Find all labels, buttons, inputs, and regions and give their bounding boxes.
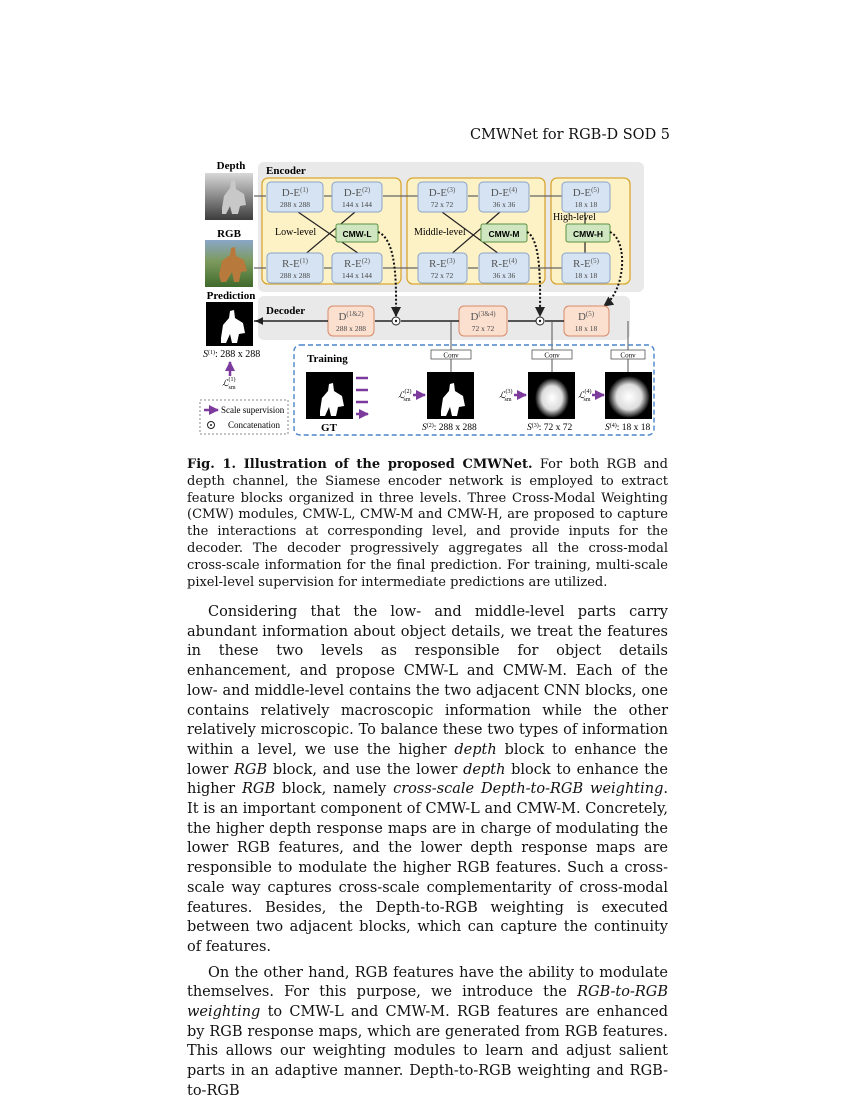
output-s4-caption: $S^{(4)}$: 18 x 18 [605, 423, 651, 433]
decoder-block-3-4 [459, 306, 507, 336]
emphasis-text: cross-scale Depth-to-RGB weighting [393, 781, 664, 798]
svg-text:Conv: Conv [620, 351, 636, 360]
svg-text:ℒ(4)sm: ℒ$^{(4)}$ sm [578, 389, 592, 403]
text-run: block to enhance the lower [187, 741, 668, 778]
svg-text:D(3&4): $D^{(3\&4)}$ [470, 310, 496, 323]
output-s3-caption: $S^{(3)}$: 72 x 72 [527, 423, 573, 433]
svg-text:72 x 72: 72 x 72 [430, 200, 454, 209]
text-run: block, namely [275, 781, 394, 798]
text-run: On the other hand, RGB features have the ability to modulate themselves. For this purpose, we introduce the [187, 964, 668, 1001]
svg-text:R-E(4): $R-E^{(4)}$ [491, 257, 517, 270]
caption-text: For both RGB and depth channel, the Siamese encoder network is employed to extract feature blocks organized in three levels. Three Cross-Modal Weighting (CMW) modules, CMW-L, CMW-M and CMW-H, are proposed to capture the interactions at corresponding level, and provide inputs for the decoder. The decoder progressively aggregates all the cross-modal cross-scale information for the final prediction. For training, multi-scale pixel-level supervision for intermediate predictions are utilized. [187, 457, 668, 590]
svg-text:CMW-M: CMW-M [488, 229, 520, 239]
middle-level-label: Middle-level [414, 227, 466, 238]
text-run: Considering that the low- and middle-level parts carry abundant information about object details, we treat the features in these two levels as responsible for object details enhancement, and propose CMW-L and CMW-M. Each of the low- and middle-level contains the two adjacent CNN blocks, one contains relatively macroscopic information while the other relatively microscopic. To balance these two types of information within a level, we use the higher [187, 604, 668, 758]
text-run: to CMW-L and CMW-M. RGB features are enhanced by RGB response maps, which are generated from RGB features. This allows our weighting modules to learn and adjust salient parts in an adaptive manner. Depth-to-RGB weighting and RGB-to-RGB [187, 1004, 668, 1099]
svg-text:288 x 288: 288 x 288 [336, 324, 366, 333]
decoder-block-5 [564, 306, 609, 336]
depth-block-5 [562, 182, 610, 212]
low-level-label: Low-level [275, 227, 317, 238]
high-level-label: High-level [553, 212, 596, 223]
depth-block-3 [418, 182, 467, 212]
output-s4-image [605, 372, 652, 419]
paragraph-1 [187, 603, 668, 958]
svg-text:D-E(4): $D-E^{(4)}$ [490, 186, 518, 199]
prediction-caption: $S^{(1)}$: 288 x 288 [203, 349, 261, 360]
svg-text:36 x 36: 36 x 36 [492, 200, 516, 209]
legend-scale-supervision: Scale supervision [221, 405, 285, 415]
output-s2-image [427, 372, 474, 419]
svg-text:288 x 288: 288 x 288 [280, 200, 310, 209]
concat-node-1 [392, 317, 400, 325]
rgb-input-image [205, 240, 253, 287]
conv-box-1 [431, 350, 471, 360]
cmw-l-module [336, 224, 378, 242]
cmw-h-module [566, 224, 610, 242]
depth-input-image [205, 173, 253, 220]
svg-text:R-E(1): $R-E^{(1)}$ [282, 257, 308, 270]
concat-node-2 [536, 317, 544, 325]
svg-text:D(5): $D^{(5)}$ [577, 310, 595, 323]
emphasis-text: RGB [242, 781, 276, 798]
prediction-image [206, 302, 253, 346]
paragraph-2 [187, 964, 668, 1102]
svg-text:36 x 36: 36 x 36 [492, 271, 516, 280]
svg-text:D-E(5): $D-E^{(5)}$ [572, 186, 600, 199]
figure-caption [187, 457, 668, 591]
emphasis-text: depth [463, 761, 506, 778]
caption-label: Fig. 1. Illustration of the proposed CMWNet. [187, 457, 533, 472]
depth-block-4 [479, 182, 529, 212]
emphasis-text: RGB-to-RGB weighting [187, 984, 668, 1021]
architecture-figure [0, 0, 850, 450]
svg-text:72 x 72: 72 x 72 [430, 271, 454, 280]
decoder-label: Decoder [266, 305, 306, 317]
conv-box-3 [611, 350, 645, 360]
text-run: block, and use the lower [267, 761, 464, 778]
cmw-m-module [481, 224, 527, 242]
rgb-block-4 [479, 253, 529, 283]
output-s2-caption: $S^{(2)}$: 288 x 288 [422, 423, 477, 433]
svg-text:144 x 144: 144 x 144 [342, 271, 372, 280]
svg-text:R-E(2): $R-E^{(2)}$ [344, 257, 370, 270]
svg-text:R-E(3): $R-E^{(3)}$ [429, 257, 455, 270]
output-loss-2 [398, 388, 425, 403]
svg-text:ℒ(2)sm: ℒ$^{(2)}$ sm [398, 389, 412, 403]
legend-concatenation: Concatenation [228, 420, 280, 430]
legend [200, 400, 288, 434]
depth-block-2 [332, 182, 382, 212]
depth-input-label: Depth [216, 160, 246, 172]
svg-text:18 x 18: 18 x 18 [574, 271, 598, 280]
svg-text:D(1&2): $D^{(1\&2)}$ [338, 310, 364, 323]
emphasis-text: RGB [233, 761, 268, 778]
rgb-block-5 [562, 253, 610, 283]
depth-block-1 [267, 182, 323, 212]
svg-text:CMW-L: CMW-L [342, 229, 372, 239]
svg-text:D-E(2): $D-E^{(2)}$ [343, 186, 371, 199]
svg-text:D-E(3): $D-E^{(3)}$ [428, 186, 456, 199]
svg-text:144 x 144: 144 x 144 [342, 200, 372, 209]
prediction-label: Prediction [206, 290, 256, 302]
text-run: block to enhance the higher [187, 761, 669, 798]
svg-text:ℒ(3)sm: ℒ$^{(3)}$ sm [499, 389, 513, 403]
svg-text:18 x 18: 18 x 18 [574, 200, 598, 209]
text-run: . It is an important component of CMW-L and CMW-M. Concretely, the higher depth response maps are in charge of modulating the lower RGB features, and the lower depth response maps are responsible to modulate the higher RGB features. Such a cross-scale way captures cross-scale complementarity of cross-modal features. Besides, the Depth-to-RGB weighting is executed between two adjacent blocks, which can capture the continuity of features. [187, 781, 668, 955]
rgb-block-2 [332, 253, 382, 283]
rgb-input-label: RGB [217, 228, 241, 240]
encoder-label: Encoder [266, 165, 306, 177]
gt-label: GT [321, 422, 337, 434]
svg-text:Conv: Conv [544, 351, 560, 360]
rgb-block-1 [267, 253, 323, 283]
page-number: 5 [660, 127, 670, 143]
rgb-block-3 [418, 253, 467, 283]
svg-text:Conv: Conv [443, 351, 459, 360]
conv-box-2 [532, 350, 572, 360]
svg-text:R-E(5): $R-E^{(5)}$ [573, 257, 599, 270]
svg-text:288 x 288: 288 x 288 [280, 271, 310, 280]
decoder-block-1-2 [328, 306, 374, 336]
gt-supervision-arrows [356, 378, 368, 414]
output-loss-4 [578, 388, 604, 403]
svg-text:D-E(1): $D-E^{(1)}$ [281, 186, 309, 199]
prediction-loss: ℒ$^{(1)}$ sm [222, 377, 236, 391]
output-s3-image [528, 372, 575, 419]
running-title: CMWNet for RGB-D SOD [470, 127, 657, 143]
emphasis-text: depth [454, 741, 497, 758]
svg-text:72 x 72: 72 x 72 [471, 324, 495, 333]
output-loss-3 [499, 388, 526, 403]
body-text [187, 603, 668, 1102]
training-label: Training [307, 353, 348, 365]
ground-truth-image [306, 372, 353, 419]
svg-text:18 x 18: 18 x 18 [574, 324, 598, 333]
svg-text:CMW-H: CMW-H [572, 229, 604, 239]
